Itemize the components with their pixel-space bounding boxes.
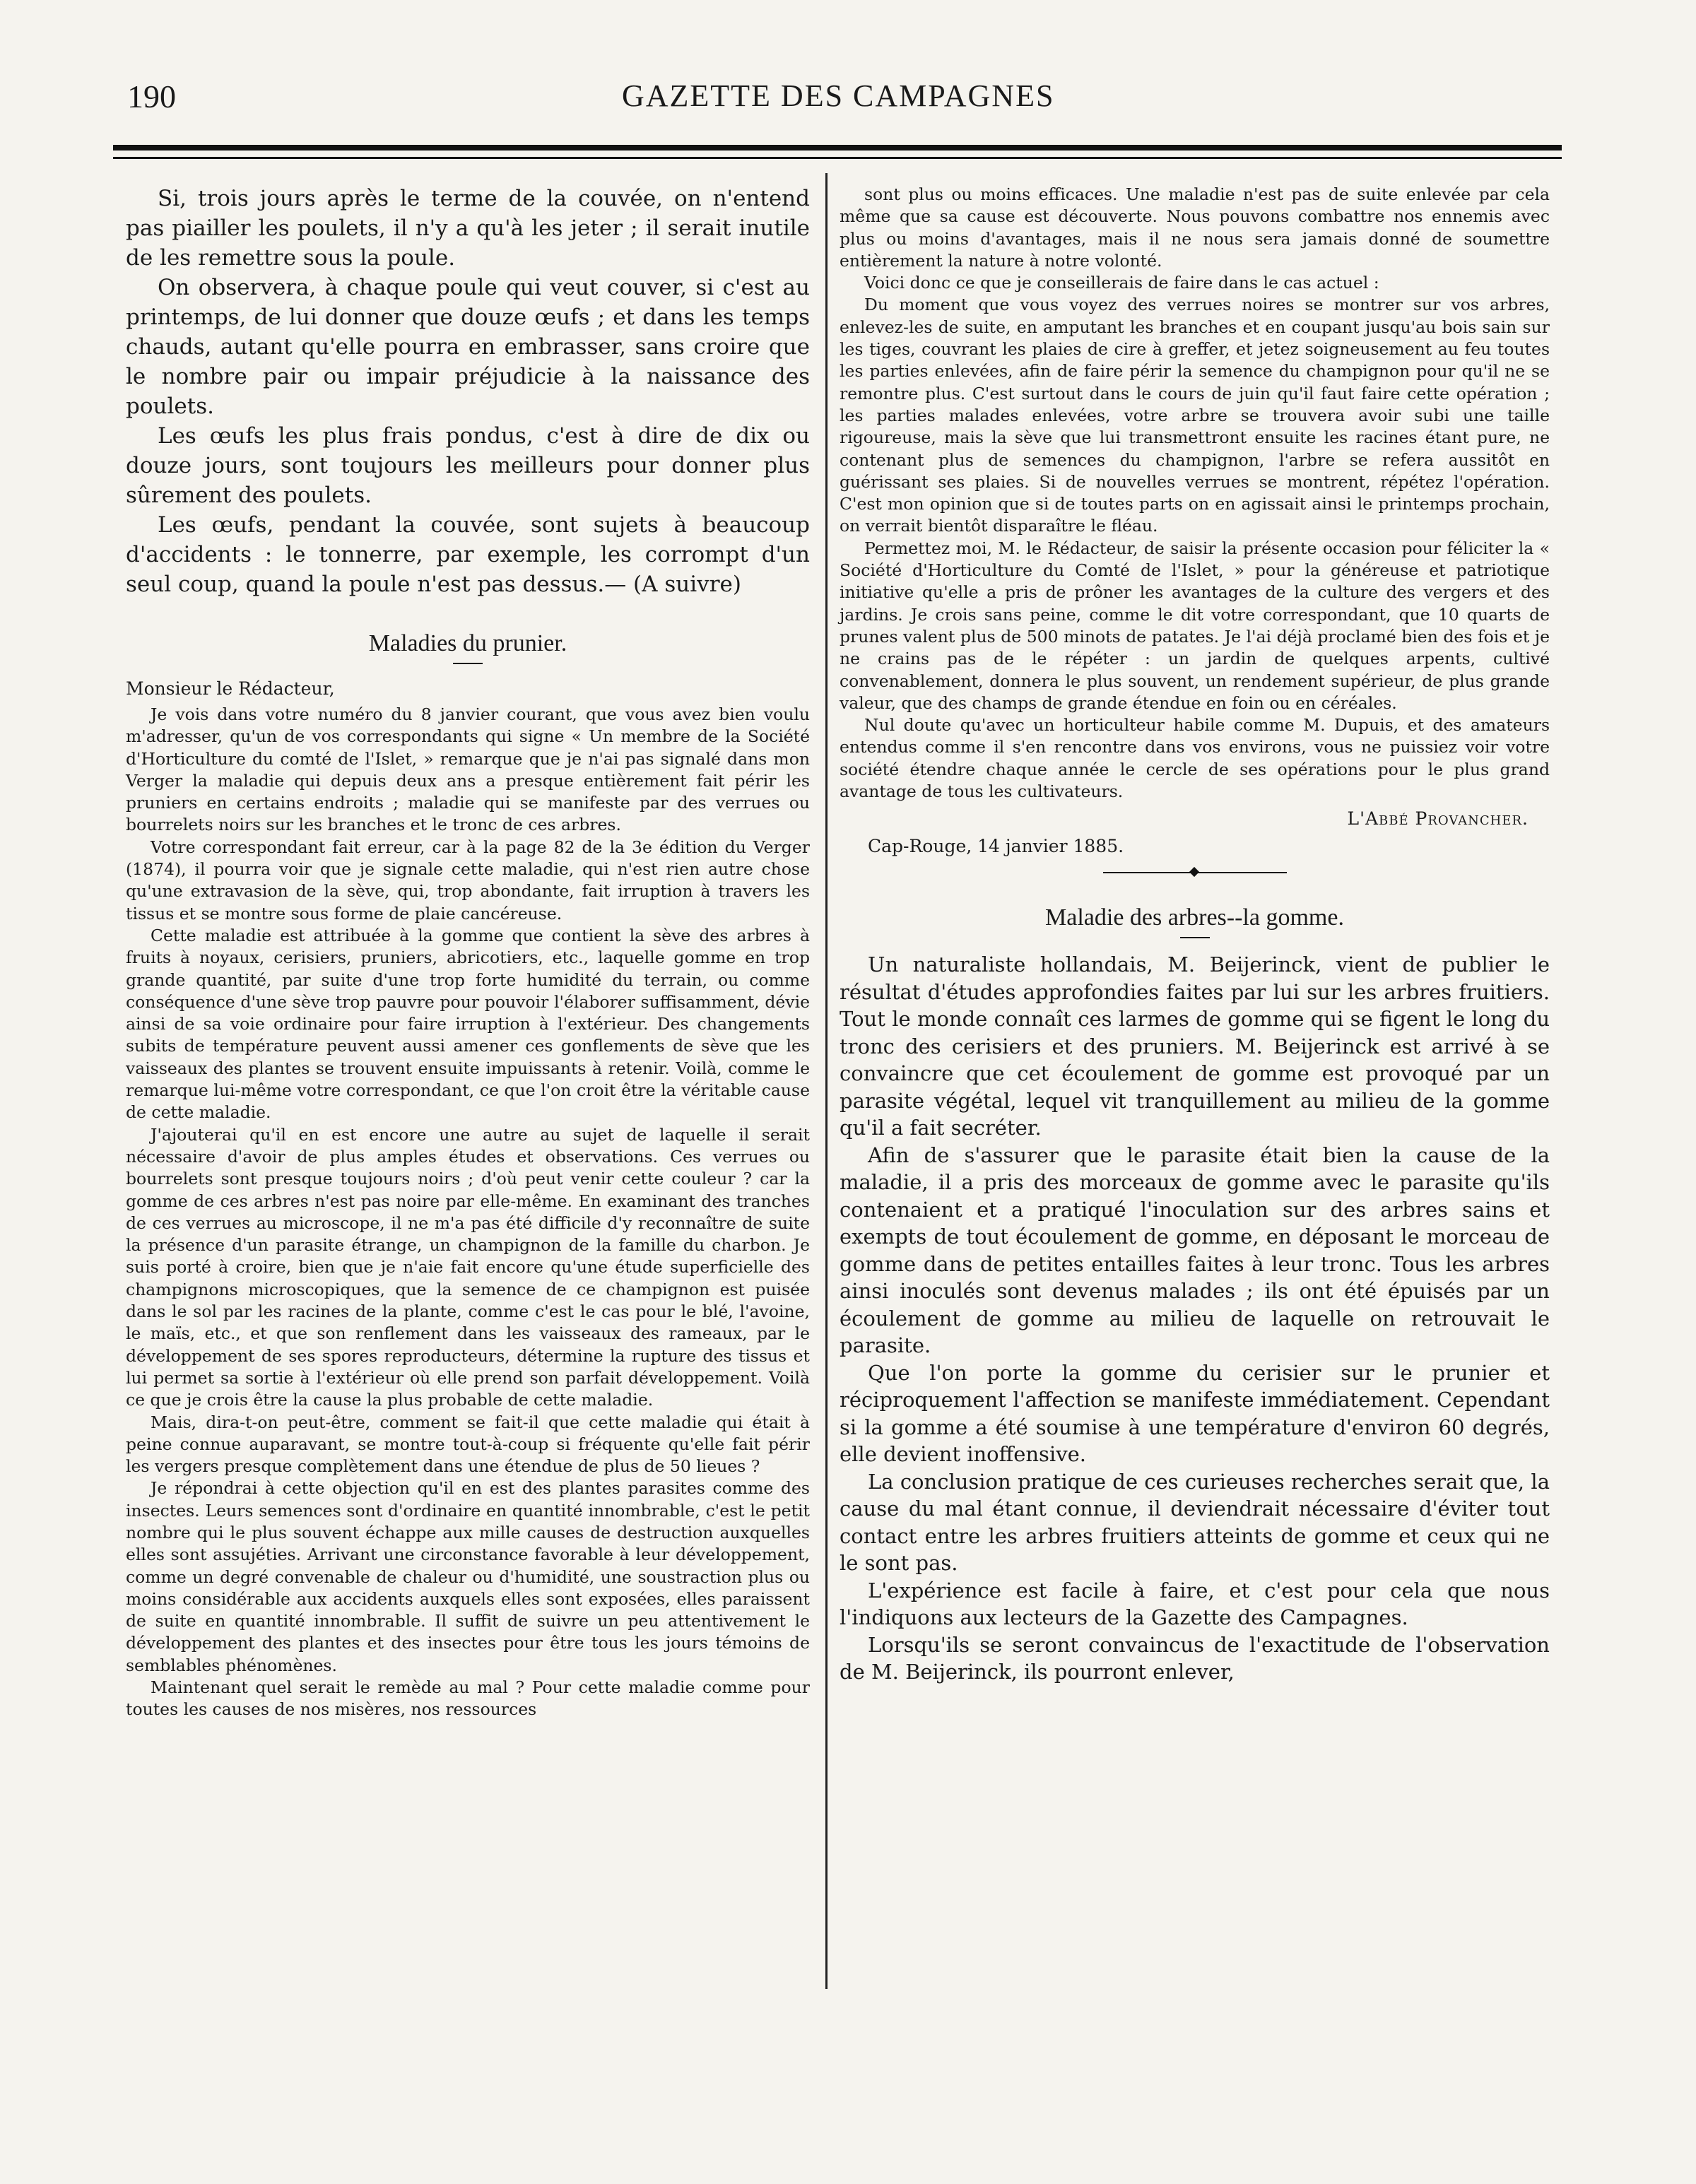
publication-title: GAZETTE DES CAMPAGNES — [622, 78, 1055, 113]
paragraph: Les œufs les plus frais pondus, c'est à dire de dix ou douze jours, sont toujours les meilleurs pour donner plus sûrement des poulets. — [126, 423, 810, 508]
article-title: Maladies du prunier. — [368, 630, 567, 656]
section-ornament — [1103, 872, 1287, 873]
right-column — [840, 184, 1550, 1686]
paragraph: L'expérience est facile à faire, et c'est pour cela que nous l'indiquons aux lecteurs de la Gazette des Campagnes. — [840, 1578, 1550, 1630]
title-dash — [453, 663, 483, 664]
article-title: Maladie des arbres--la gomme. — [1045, 904, 1344, 931]
paragraph: Permettez moi, M. le Rédacteur, de saisir la présente occasion pour féliciter la « Société d'Horticulture du Comté de l'Islet, » pour la généreuse et patriotique initiative qu'elle a pris de prôner les avantages de la culture des vergers et des jardins. Je crois sans peine, comme le dit votre correspondant, que 10 quarts de prunes valent plus de 500 minots de patates. Je l'ai déjà proclamé bien des fois et je ne crains pas de le répéter : un jardin de quelques arpents, cultivé convenablement, donnera le plus souvent, un rendement supérieur, de plus grande valeur, que des champs de grande étendue en foin ou en céréales. — [840, 538, 1550, 713]
article-body — [840, 951, 1550, 1686]
header-rule-thick — [113, 145, 1562, 150]
paragraph: La conclusion pratique de ces curieuses recherches serait que, la cause du mal étant connue, il deviendrait nécessaire d'éviter tout contact entre les arbres fruitiers atteints de gomme et ceux qui ne le sont pas. — [840, 1469, 1550, 1576]
left-column — [126, 184, 810, 1721]
paragraph: sont plus ou moins efficaces. Une maladie n'est pas de suite enlevée par cela même que sa cause est découverte. Nous pouvons combattre nos ennemis avec plus ou moins d'avantages, mais il ne nous sera jamais donné de soumettre entièrement la nature à notre volonté. — [840, 184, 1550, 271]
signature: L'Abbé Provancher. — [1347, 808, 1529, 830]
article-continuation — [840, 184, 1550, 803]
paragraph: J'ajouterai qu'il en est encore une autre au sujet de laquelle il serait nécessaire d'avoir de plus amples études et observations. Ces verrues ou bourrelets sont presque toujours noirs ; d'où peut venir cette couleur ? car la gomme de ces arbres n'est pas noire par elle-même. En examinant des tranches de ces verrues au microscope, il ne m'a pas été difficile d'y reconnaître de suite la présence d'un parasite étrange, un champignon de la famille du charbon. Je suis porté à croire, bien que je n'aie fait encore qu'une étude superficielle des champignons microscopiques, que la semence de ce champignon est puisée dans le sol par les racines de la plante, comme c'est le cas pour le blé, l'avoine, le maïs, etc., et que son renflement dans les vaisseaux des rameaux, par le développement de ses spores reproducteurs, détermine la rupture des tissus et lui permet sa sortie à l'extérieur où elle prend son parfait développement. Voilà ce que je crois être la cause la plus probable de cette maladie. — [126, 1124, 810, 1410]
paragraph: Nul doute qu'avec un horticulteur habile comme M. Dupuis, et des amateurs entendus comme il s'en rencontre dans vos environs, vous ne puissiez voir votre société étendre chaque année le cercle de ses opérations pour le plus grand avantage de tous les cultivateurs. — [840, 715, 1550, 802]
article-body — [126, 704, 810, 1721]
paragraph: Du moment que vous voyez des verrues noires se montrer sur vos arbres, enlevez-les de suite, en amputant les branches et en coupant jusqu'au bois sain sur les tiges, couvrant les plaies de cire à greffer, et jetez soigneusement au feu toutes les parties enlevées, afin de faire périr la semence du champignon pour qu'il ne se remontre plus. C'est surtout dans le cours de juin qu'il faut faire cette opération ; les parties malades enlevées, votre arbre se trouvera avoir subi une taille rigoureuse, mais la sève que lui transmettront ensuite les racines étant pure, ne contenant plus de semences du champignon, l'arbre se refera aussitôt en guérissant ses plaies. Si de nouvelles verrues se montrent, répétez l'opération. C'est mon opinion que si de toutes parts on en agissait ainsi le printemps prochain, on verrait bientôt disparaître le fléau. — [840, 295, 1550, 536]
column-divider — [825, 173, 828, 1989]
paragraph: Je répondrai à cette objection qu'il en est des plantes parasites comme des insectes. Leurs semences sont d'ordinaire en quantité innombrable, c'est le petit nombre qui le plus souvent échappe aux mille causes de destruction auxquelles elles sont assujéties. Arrivant une circonstance favorable à leur développement, comme un degré convenable de chaleur ou d'humidité, une soustraction plus ou moins considérable aux accidents auxquels elles sont exposées, elles paraissent de suite en quantité innombrable. Il suffit de suivre un peu attentivement le développement des plantes et des insectes pour être tous les jours témoins de semblables phénomènes. — [126, 1478, 810, 1675]
paragraph: Maintenant quel serait le remède au mal ? Pour cette maladie comme pour toutes les causes de nos misères, nos ressources — [126, 1677, 810, 1720]
paragraph: Si, trois jours après le terme de la couvée, on n'entend pas piailler les poulets, il n'y a qu'à les jeter ; il serait inutile de les remettre sous la poule. — [126, 186, 810, 271]
paragraph: Les œufs, pendant la couvée, sont sujets à beaucoup d'accidents : le tonnerre, par exemple, les corrompt d'un seul coup, quand la poule n'est pas dessus.— (A suivre) — [126, 512, 810, 597]
intro-section — [126, 184, 810, 599]
salutation: Monsieur le Rédacteur, — [126, 678, 335, 699]
dateline: Cap-Rouge, 14 janvier 1885. — [868, 836, 1124, 857]
paragraph: On observera, à chaque poule qui veut couver, si c'est au printemps, de lui donner que douze œufs ; et dans les temps chauds, autant qu'elle pourra en embrasser, sans croire que le nombre pair ou impair préjudicie à la naissance des poulets. — [126, 275, 810, 419]
paragraph: Mais, dira-t-on peut-être, comment se fait-il que cette maladie qui était à peine connue auparavant, se montre tout-à-coup si fréquente qu'elle fait périr les vergers presque complètement dans une étendue de plus de 50 lieues ? — [126, 1412, 810, 1477]
paragraph: Un naturaliste hollandais, M. Beijerinck, vient de publier le résultat d'études approfondies faites par lui sur les arbres fruitiers. Tout le monde connaît ces larmes de gomme qui se figent le long du tronc des cerisiers et des pruniers. M. Beijerinck est arrivé à se convaincre que cet écoulement de gomme est provoqué par un parasite végétal, lequel vit tranquillement au milieu de la gomme qu'il a fait secréter. — [840, 952, 1550, 1140]
paragraph: Votre correspondant fait erreur, car à la page 82 de la 3e édition du Verger (1874), il pourra voir que je signale cette maladie, qui n'est rien autre chose qu'une extravasion de la sève, qui, trop abondante, fait irruption à travers les tissus et se montre sous forme de plaie cancéreuse. — [126, 837, 810, 923]
paragraph: Que l'on porte la gomme du cerisier sur le prunier et réciproquement l'affection se manifeste immédiatement. Cependant si la gomme a été soumise à une température d'environ 60 degrés, elle devient inoffensive. — [840, 1360, 1550, 1467]
paragraph: Voici donc ce que je conseillerais de faire dans le cas actuel : — [864, 273, 1379, 293]
page-number: 190 — [127, 78, 176, 114]
paragraph: Je vois dans votre numéro du 8 janvier courant, que vous avez bien voulu m'adresser, qu'un de vos correspondants qui signe « Un membre de la Société d'Horticulture du comté de l'Islet, » remarque que je n'ai pas signalé dans mon Verger la maladie qui depuis deux ans a presque entièrement fait périr les pruniers en certains endroits ; maladie qui se manifeste par des verrues ou bourrelets noirs sur les branches et le tronc de ces arbres. — [126, 704, 810, 835]
paragraph: Lorsqu'ils se seront convaincus de l'exactitude de l'observation de M. Beijerinck, ils pourront enlever, — [840, 1632, 1550, 1684]
title-dash — [1180, 937, 1210, 938]
page-header — [127, 78, 1555, 127]
paragraph: Cette maladie est attribuée à la gomme que contient la sève des arbres à fruits à noyaux, cerisiers, pruniers, abricotiers, etc., laquelle gomme en trop grande quantité, par suite d'une trop forte humidité du terrain, ou comme conséquence d'une sève trop pauvre pour pouvoir l'élaborer suffisamment, dévie ainsi de sa voie ordinaire pour faire irruption à l'extérieur. Des changements subits de température peuvent aussi amener ces gonflements de sève que les vaisseaux des plantes se trouvent ensuite impuissants à retenir. Voilà, comme le remarque lui-même votre correspondant, ce que l'on croit être la véritable cause de cette maladie. — [126, 925, 810, 1123]
header-rule-thin — [113, 157, 1562, 159]
paragraph: Afin de s'assurer que le parasite était bien la cause de la maladie, il a pris des morceaux de gomme avec le parasite qu'ils contenaient et a pratiqué l'inoculation sur des arbres sains et exempts de tout écoulement de gomme, en déposant le morceau de gomme dans de petites entailles faites à leur tronc. Tous les arbres ainsi inoculés sont devenus malades ; ils ont été épuisés par un écoulement de gomme au milieu de laquelle on retrouvait le parasite. — [840, 1143, 1550, 1358]
